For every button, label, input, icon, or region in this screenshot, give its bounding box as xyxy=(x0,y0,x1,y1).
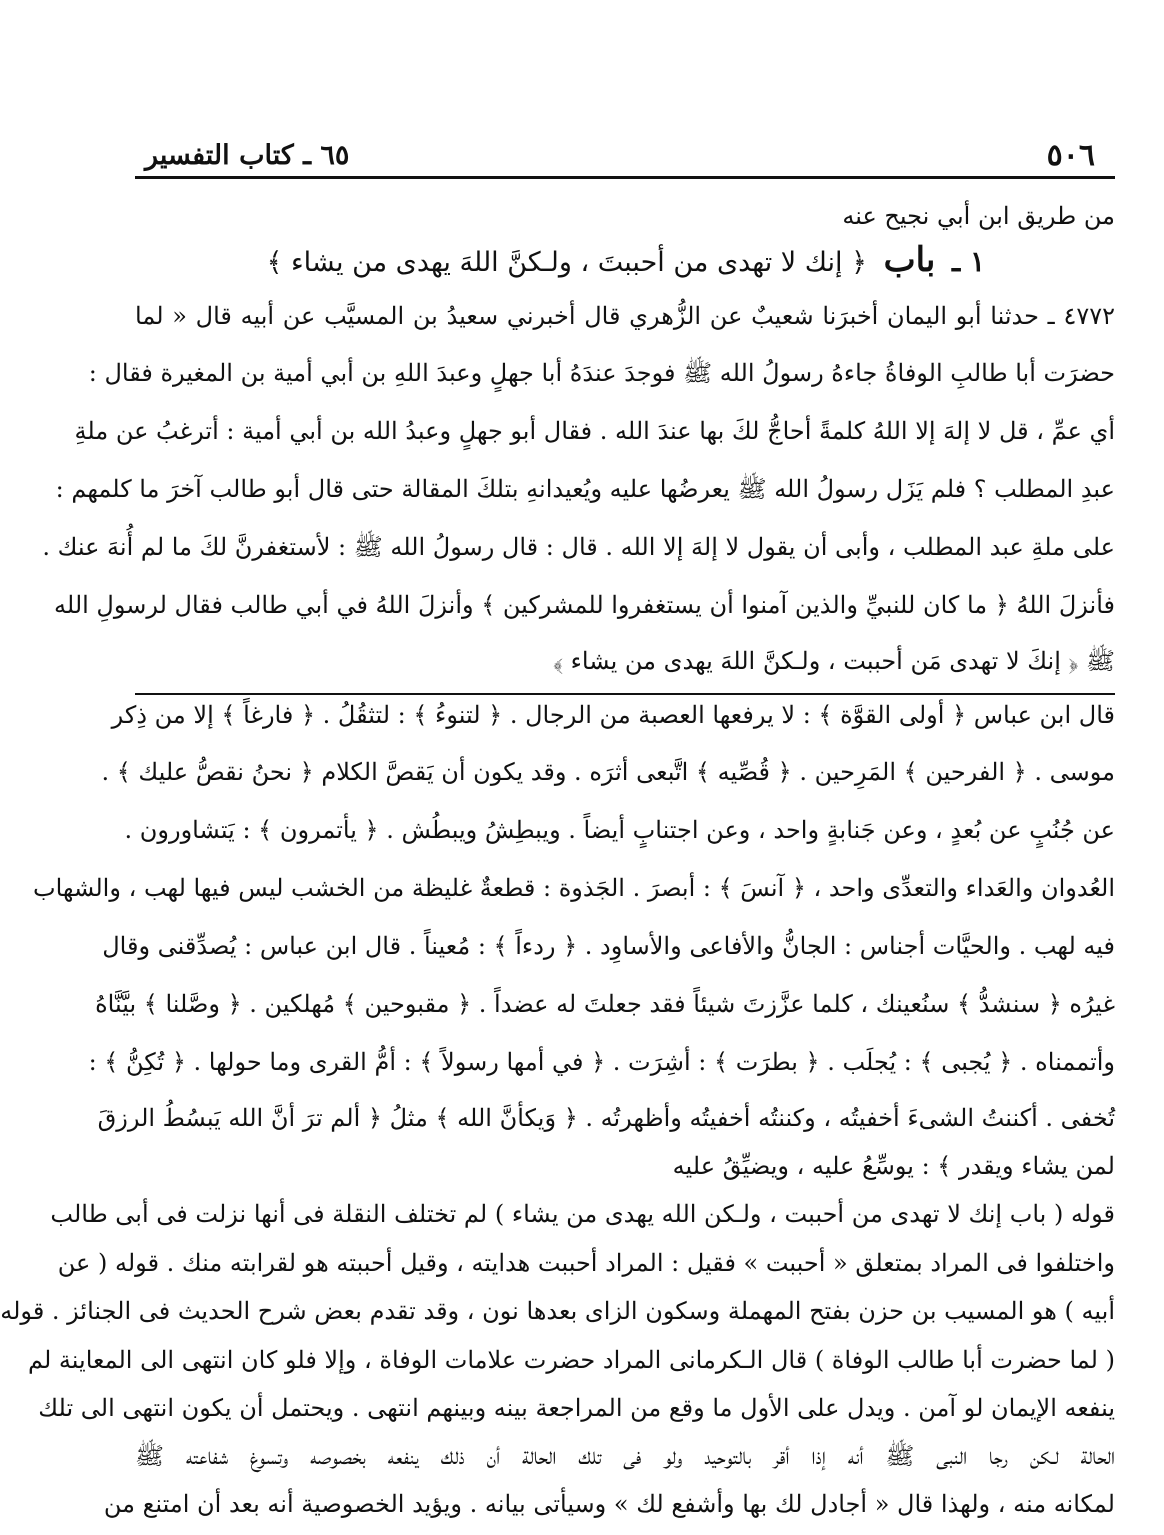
commentary-line: أبيه ) هو المسيب بن حزن بفتح المهملة وسكون الزاى بعدها نون ، وقد تقدم بعض شرح الحديث فى الجنائز . قوله xyxy=(0,1297,1115,1325)
page-number: ٥٠٦ xyxy=(1046,138,1095,173)
chapter-heading xyxy=(267,240,985,283)
tafsir-line: لمن يشاء ويقدر ﴾ : يوسِّعُ عليه ، ويضيِّقُ عليه xyxy=(672,1152,1115,1180)
hadith-line: فأنزلَ اللهُ ﴿ ما كان للنبيِّ والذين آمنوا أن يستغفروا للمشركين ﴾ وأنزلَ اللهُ في أبي طالب فقال لرسولِ الله xyxy=(54,591,1115,619)
tafsir-line: وأتممناه . ﴿ يُجبى ﴾ : يُجلَب . ﴿ بطرَت ﴾ : أشِرَت . ﴿ في أمها رسولاً ﴾ : أمُّ القرى وما حولها . ﴿ تُكِنُّ ﴾ : xyxy=(88,1048,1115,1076)
hadith-line: أي عمِّ ، قل لا إلهَ إلا اللهُ كلمةً أحاجُّ لكَ بها عندَ الله . فقال أبو جهلٍ وعبدُ الله بن أبي أمية : أترغبُ عن ملةِ xyxy=(74,417,1115,445)
hadith-line: عبدِ المطلب ؟ فلم يَزَل رسولُ الله ﷺ يعرضُها عليه ويُعيدانهِ بتلكَ المقالة حتى قال أبو طالب آخرَ ما كلمهم : xyxy=(55,475,1115,503)
chapter-title: ﴿ إنك لا تهدى من أحببتَ ، ولـكنَّ اللهَ يهدى من يشاء ﴾ xyxy=(266,247,867,278)
commentary-line: الحالة لـكن رجا النبى ﷺ أنه إذا أقر بالتوحيد ولو فى تلك الحالة أن ذلك ينفعه بخصوصه وتسوغ شفاعته ﷺ xyxy=(135,1442,1115,1470)
tafsir-line: العُدوان والعَداء والتعدِّى واحد ، ﴿ آنسَ ﴾ : أبصرَ . الجَذوة : قطعةٌ غليظة من الخشب ليس فيها لهب ، والشهاب xyxy=(32,874,1115,902)
section-rule xyxy=(135,693,1115,695)
intro-line: من طريق ابن أبي نجيح عنه xyxy=(842,202,1115,230)
tafsir-line: غيرُه ﴿ سنشدُّ ﴾ سنُعينك ، كلما عزَّزتَ شيئاً فقد جعلتَ له عضداً . ﴿ مقبوحين ﴾ مُهلكين . ﴿ وصَّلنا ﴾ بيَّنَّاهُ xyxy=(95,990,1115,1018)
commentary-line: قوله ( باب إنك لا تهدى من أحببت ، ولـكن الله يهدى من يشاء ) لم تختلف النقلة فى أنها نزلت فى أبى طالب xyxy=(50,1200,1115,1228)
chapter-bab-label: باب xyxy=(883,240,936,280)
hadith-line: ﷺ ﴿ إنكَ لا تهدى مَن أحببت ، ولـكنَّ اللهَ يهدى من يشاء ﴾ xyxy=(553,647,1115,675)
page-header xyxy=(135,132,1115,176)
tafsir-line: تُخفى . أكننتُ الشىءَ أخفيتُه ، وكننتُه أخفيتُه وأظهرتُه . ﴿ وَيكأنَّ الله ﴾ مثلُ ﴿ ألم ترَ أنَّ الله يَبسُطُ الرزقَ xyxy=(97,1104,1115,1132)
commentary-line: واختلفوا فى المراد بمتعلق « أحببت » فقيل : المراد أحببت هدايته ، وقيل أحببته هو لقرابته منك . قوله ( عن xyxy=(57,1249,1115,1277)
tafsir-line: فيه لهب . والحيَّات أجناس : الجانُّ والأفاعى والأساوِد . ﴿ ردءاً ﴾ : مُعيناً . قال ابن عباس : يُصدِّقنى وقال xyxy=(102,932,1115,960)
commentary-line: ينفعه الإيمان لو آمن . ويدل على الأول ما وقع من المراجعة بينه وبينهم انتهى . ويحتمل أن يكون انتهى الى تلك xyxy=(38,1394,1115,1422)
hadith-line: ٤٧٧٢ ـ حدثنا أبو اليمان أخبرَنا شعيبٌ عن الزُّهري قال أخبرني سعيدُ بن المسيَّب عن أبيه قال « لما xyxy=(135,302,1115,330)
running-title: ٦٥ ـ كتاب التفسير xyxy=(145,140,350,171)
commentary-line: ( لما حضرت أبا طالب الوفاة ) قال الـكرمانى المراد حضرت علامات الوفاة ، وإلا فلو كان انتهى الى المعاينة لم xyxy=(28,1346,1115,1374)
hadith-line: على ملةِ عبد المطلب ، وأبى أن يقول لا إلهَ إلا الله . قال : قال رسولُ الله ﷺ : لأستغفرنَّ لكَ ما لم أُنهَ عنك . xyxy=(42,533,1115,561)
hadith-line: حضرَت أبا طالبِ الوفاةُ جاءهُ رسولُ الله ﷺ فوجدَ عندَهُ أبا جهلٍ وعبدَ اللهِ بن أبي أمية بن المغيرة فقال : xyxy=(88,359,1115,387)
tafsir-line: موسى . ﴿ الفرحين ﴾ المَرِحين . ﴿ قُصِّيه ﴾ اتَّبعى أثرَه . وقد يكون أن يَقصَّ الكلام ﴿ نحنُ نقصُّ عليك ﴾ . xyxy=(101,758,1115,786)
tafsir-line: عن جُنُبٍ عن بُعدٍ ، وعن جَنابةٍ واحد ، وعن اجتنابٍ أيضاً . ويبطِشُ ويبطُش . ﴿ يأتمرون ﴾ : يَتشاورون . xyxy=(124,816,1115,844)
commentary-line: لمكانه منه ، ولهذا قال « أجادل لك بها وأشفع لك » وسيأتى بيانه . ويؤيد الخصوصية أنه بعد أن امتنع من xyxy=(103,1490,1115,1518)
tafsir-line: قال ابن عباس ﴿ أولى القوَّة ﴾ : لا يرفعها العصبة من الرجال . ﴿ لتنوءُ ﴾ : لتثقُلُ . ﴿ فارغاً ﴾ إلا من ذِكر xyxy=(111,701,1115,729)
header-rule xyxy=(135,176,1115,179)
chapter-number: ١ ـ xyxy=(952,245,985,278)
